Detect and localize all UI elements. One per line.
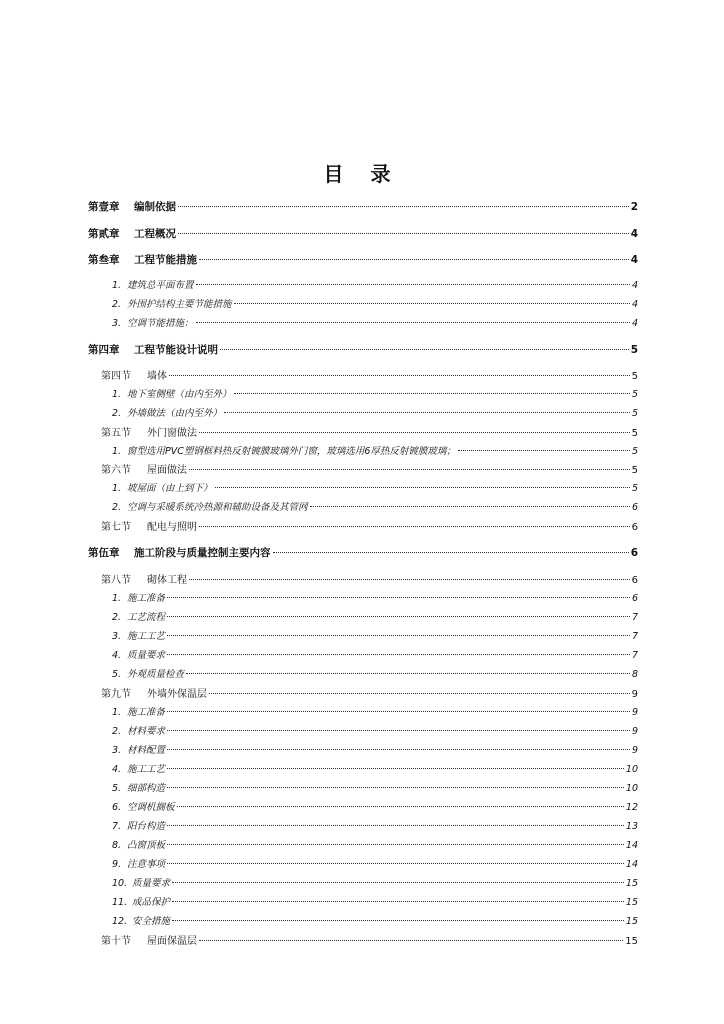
toc-page: 7 [631, 650, 638, 661]
toc-item[interactable] [112, 499, 638, 513]
toc-label: 施工工艺 [127, 764, 166, 775]
toc-number: 第四节 [101, 371, 131, 382]
dot-leader [169, 375, 630, 376]
toc-page: 4 [631, 299, 638, 310]
toc-label: 地下室侧壁（由内至外） [127, 389, 232, 400]
toc-number: 9. [112, 859, 122, 870]
dot-leader [178, 206, 629, 207]
toc-page: 14 [625, 840, 638, 851]
toc-number: 4. [112, 650, 122, 661]
toc-number: 5. [112, 669, 122, 680]
toc-item[interactable] [112, 443, 638, 457]
dot-leader [167, 597, 630, 598]
toc-page: 10 [625, 764, 638, 775]
toc-page: 5 [631, 446, 638, 457]
toc-section[interactable] [101, 461, 638, 476]
toc-label: 工程概况 [134, 228, 176, 240]
dot-leader [199, 432, 630, 433]
toc-label: 施工准备 [127, 593, 166, 604]
toc-label: 材料配置 [127, 745, 166, 756]
toc-label: 成品保护 [132, 897, 171, 908]
toc-item[interactable] [112, 405, 638, 419]
toc-label: 坡屋面（由上到下） [127, 483, 213, 494]
toc-item[interactable] [112, 590, 638, 604]
toc-label: 建筑总平面布置 [127, 280, 194, 291]
dot-leader [167, 730, 630, 731]
toc-page: 6 [631, 593, 638, 604]
toc-number: 2. [112, 726, 122, 737]
dot-leader [310, 506, 630, 507]
toc-page: 6 [630, 547, 638, 559]
dot-leader [167, 825, 624, 826]
toc-page: 9 [631, 726, 638, 737]
toc-page: 15 [625, 936, 638, 947]
toc-item[interactable] [112, 647, 638, 661]
dot-leader [199, 259, 629, 260]
toc-item[interactable] [112, 296, 638, 310]
toc-page: 5 [630, 344, 638, 356]
dot-leader [209, 693, 630, 694]
toc-section[interactable] [101, 685, 638, 700]
dot-leader [167, 749, 630, 750]
toc-number: 第九节 [101, 689, 131, 700]
toc-page: 6 [631, 502, 638, 513]
toc-number: 第十节 [101, 936, 131, 947]
dot-leader [172, 882, 624, 883]
toc-item[interactable] [112, 480, 638, 494]
toc-page: 9 [631, 745, 638, 756]
dot-leader [215, 487, 630, 488]
toc-label: 屋面保温层 [147, 936, 197, 947]
toc-label: 凸窗顶板 [127, 840, 166, 851]
toc-page: 4 [630, 254, 638, 266]
toc-item[interactable] [112, 277, 638, 291]
dot-leader [167, 654, 630, 655]
toc-label: 工程节能措施 [134, 254, 197, 266]
toc-number: 4. [112, 764, 122, 775]
toc-number: 第六节 [101, 465, 131, 476]
toc-page: 4 [631, 280, 638, 291]
toc-label: 工艺流程 [127, 612, 166, 623]
toc-label: 窗型选用PVC塑钢框料热反射镀膜玻璃外门窗，玻璃选用6厚热反射镀膜玻璃； [127, 446, 456, 457]
toc-number: 7. [112, 821, 122, 832]
toc-label: 外观质量检查 [127, 669, 185, 680]
toc-item[interactable] [112, 704, 638, 718]
toc-number: 2. [112, 408, 122, 419]
toc-item[interactable] [112, 894, 638, 908]
toc-page: 5 [631, 465, 638, 476]
dot-leader [196, 284, 630, 285]
dot-leader [167, 635, 630, 636]
dot-leader [167, 616, 630, 617]
dot-leader [178, 233, 629, 234]
dot-leader [172, 901, 624, 902]
toc-number: 3. [112, 631, 122, 642]
dot-leader [220, 349, 629, 350]
toc-item[interactable] [112, 628, 638, 642]
toc-number: 8. [112, 840, 122, 851]
dot-leader [167, 787, 624, 788]
toc-label: 屋面做法 [147, 465, 187, 476]
dot-leader [189, 579, 630, 580]
dot-leader [167, 863, 624, 864]
dot-leader [224, 412, 630, 413]
toc-label: 材料要求 [127, 726, 166, 737]
dot-leader [199, 526, 630, 527]
toc-number: 2. [112, 299, 122, 310]
toc-item[interactable] [112, 386, 638, 400]
toc-number: 2. [112, 502, 122, 513]
dot-leader [458, 450, 630, 451]
toc-number: 1. [112, 389, 122, 400]
toc-label: 外墙外保温层 [147, 689, 207, 700]
toc-page: 4 [631, 318, 638, 329]
toc-page: 5 [631, 428, 638, 439]
toc-page: 13 [625, 821, 638, 832]
toc-page: 7 [631, 612, 638, 623]
toc-label: 施工阶段与质量控制主要内容 [134, 547, 271, 559]
toc-label: 空调节能措施： [127, 318, 194, 329]
dot-leader [167, 711, 630, 712]
toc-item[interactable] [112, 609, 638, 623]
dot-leader [177, 806, 624, 807]
toc-page: 9 [631, 689, 638, 700]
toc-page: 8 [631, 669, 638, 680]
toc-number: 3. [112, 318, 122, 329]
toc-number: 第壹章 [88, 201, 120, 213]
toc-number: 1. [112, 280, 122, 291]
toc-label: 施工工艺 [127, 631, 166, 642]
toc-label: 编制依据 [134, 201, 176, 213]
toc-chapter-2[interactable] [88, 226, 638, 241]
dot-leader [273, 552, 629, 553]
toc-item[interactable] [112, 666, 638, 680]
dot-leader [234, 303, 630, 304]
toc-page: 10 [625, 783, 638, 794]
toc-item[interactable] [112, 818, 638, 832]
toc-number: 1. [112, 446, 122, 457]
toc-page: 4 [630, 228, 638, 240]
toc-item[interactable] [112, 837, 638, 851]
toc-number: 11. [112, 897, 128, 908]
toc-page: 2 [630, 201, 638, 213]
toc-number: 第贰章 [88, 228, 120, 240]
dot-leader [199, 940, 623, 941]
toc-number: 12. [112, 916, 128, 927]
toc-page: 12 [625, 802, 638, 813]
toc-section[interactable] [101, 424, 638, 439]
toc-page: 9 [631, 707, 638, 718]
toc-item[interactable] [112, 761, 638, 775]
toc-label: 外门窗做法 [147, 428, 197, 439]
toc-number: 第七节 [101, 522, 131, 533]
toc-section[interactable] [101, 932, 638, 947]
toc-label: 质量要求 [132, 878, 171, 889]
toc-page: 6 [631, 575, 638, 586]
toc-chapter-1[interactable] [88, 199, 638, 214]
toc-page: 5 [631, 371, 638, 382]
toc-page: 15 [625, 878, 638, 889]
toc-number: 第叁章 [88, 254, 120, 266]
toc-label: 质量要求 [127, 650, 166, 661]
toc-item[interactable] [112, 742, 638, 756]
toc-number: 1. [112, 707, 122, 718]
toc-section[interactable] [101, 571, 638, 586]
toc-chapter-4[interactable] [88, 342, 638, 357]
dot-leader [196, 322, 630, 323]
toc-label: 外墙做法（由内至外） [127, 408, 223, 419]
dot-leader [234, 393, 630, 394]
dot-leader [186, 673, 630, 674]
toc-item[interactable] [112, 723, 638, 737]
dot-leader [167, 768, 624, 769]
toc-item[interactable] [112, 315, 638, 329]
toc-label: 空调与采暖系统冷热源和辅助设备及其管网 [127, 502, 308, 513]
toc-item[interactable] [112, 913, 638, 927]
toc-chapter-3[interactable] [88, 252, 638, 267]
toc-label: 阳台构造 [127, 821, 166, 832]
toc-page: 15 [625, 897, 638, 908]
toc-number: 1. [112, 483, 122, 494]
toc-section[interactable] [101, 518, 638, 533]
toc-page: 5 [631, 408, 638, 419]
toc-number: 10. [112, 878, 128, 889]
toc-number: 5. [112, 783, 122, 794]
toc-item[interactable] [112, 799, 638, 813]
toc-label: 砌体工程 [147, 575, 187, 586]
toc-label: 安全措施 [132, 916, 171, 927]
toc-section[interactable] [101, 367, 638, 382]
toc-page: 6 [631, 522, 638, 533]
toc-title: 目 录 [323, 162, 401, 186]
toc-item[interactable] [112, 875, 638, 889]
toc-number: 1. [112, 593, 122, 604]
toc-number: 6. [112, 802, 122, 813]
toc-number: 第伍章 [88, 547, 120, 559]
toc-number: 2. [112, 612, 122, 623]
toc-label: 注意事项 [127, 859, 166, 870]
toc-label: 空调机搁板 [127, 802, 175, 813]
toc-chapter-5[interactable] [88, 545, 638, 560]
toc-label: 外围护结构主要节能措施 [127, 299, 232, 310]
toc-label: 配电与照明 [147, 522, 197, 533]
toc-number: 第五节 [101, 428, 131, 439]
dot-leader [189, 469, 630, 470]
dot-leader [167, 844, 624, 845]
toc-page: 14 [625, 859, 638, 870]
toc-number: 3. [112, 745, 122, 756]
toc-page: 5 [631, 389, 638, 400]
dot-leader [172, 920, 624, 921]
toc-page: 7 [631, 631, 638, 642]
toc-label: 墙体 [147, 371, 167, 382]
toc-label: 施工准备 [127, 707, 166, 718]
toc-label: 工程节能设计说明 [134, 344, 218, 356]
toc-label: 细部构造 [127, 783, 166, 794]
toc-item[interactable] [112, 856, 638, 870]
toc-number: 第四章 [88, 344, 120, 356]
toc-number: 第八节 [101, 575, 131, 586]
toc-page: 5 [631, 483, 638, 494]
toc-item[interactable] [112, 780, 638, 794]
toc-page: 15 [625, 916, 638, 927]
